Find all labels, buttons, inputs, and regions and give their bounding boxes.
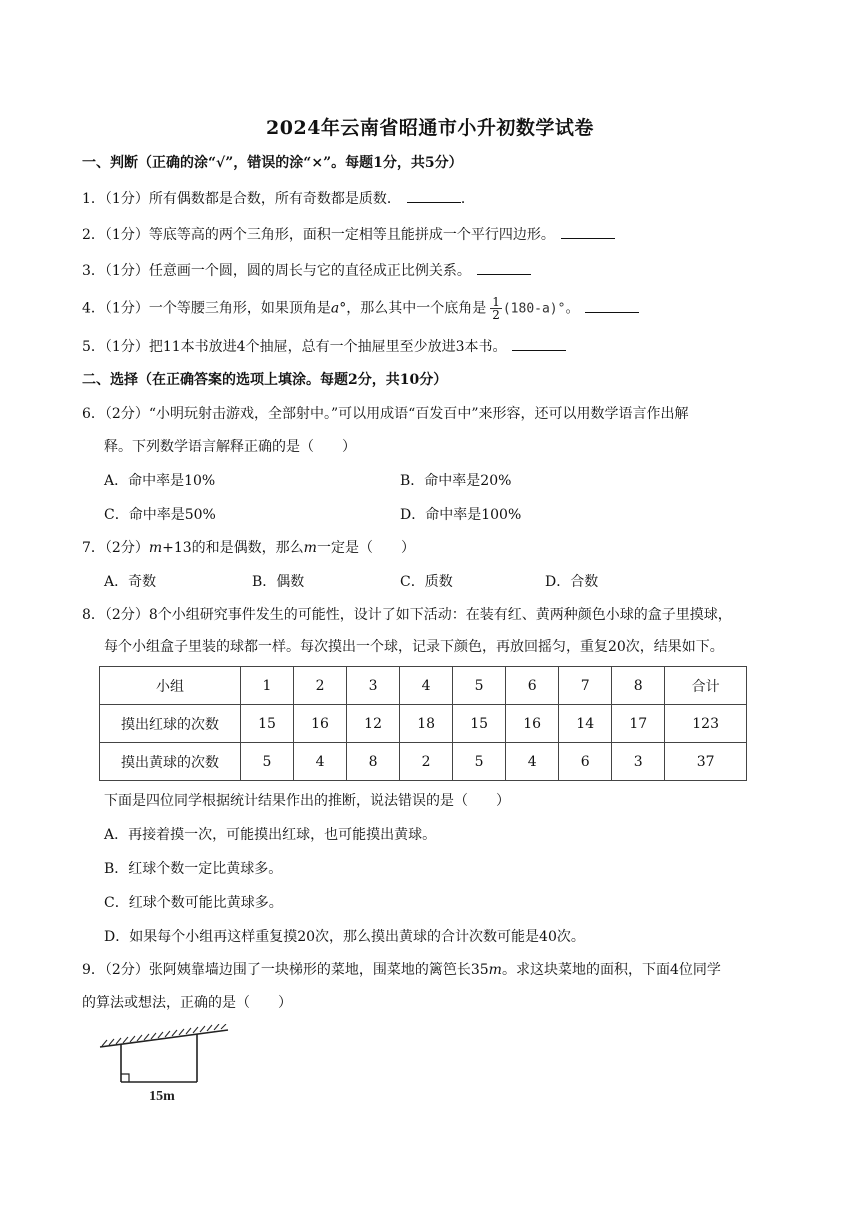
table-cell: 2 bbox=[294, 667, 347, 705]
wall-hatching bbox=[102, 1024, 226, 1046]
question-score: （2分） bbox=[104, 406, 149, 422]
question-text: 把11本书放进4个抽屉，总有一个抽屉里至少放进3本书。 bbox=[148, 339, 507, 355]
question-score: （2分） bbox=[104, 607, 149, 623]
table-cell: 123 bbox=[665, 705, 747, 743]
table-cell: 8 bbox=[347, 743, 400, 781]
table-cell: 1 bbox=[241, 667, 294, 705]
question-number: 2． bbox=[82, 227, 105, 243]
table-cell: 4 bbox=[400, 667, 453, 705]
table-cell: 4 bbox=[506, 743, 559, 781]
question-number: 7． bbox=[82, 540, 105, 556]
question-7 bbox=[82, 538, 415, 558]
answer-blank[interactable] bbox=[407, 188, 461, 203]
answer-blank[interactable] bbox=[561, 224, 615, 239]
table-cell: 5 bbox=[241, 743, 294, 781]
table-cell: 摸出红球的次数 bbox=[100, 705, 241, 743]
section-heading-judgement: 一、判断（正确的涂“√”，错误的涂“×”。每题1分，共5分） bbox=[82, 155, 463, 171]
table-cell: 摸出黄球的次数 bbox=[100, 743, 241, 781]
question-score: （1分） bbox=[104, 263, 149, 279]
table-cell: 14 bbox=[559, 705, 612, 743]
option-d[interactable]: D．如果每个小组再这样重复摸20次，那么摸出黄球的合计次数可能是40次。 bbox=[104, 929, 585, 945]
question-5 bbox=[82, 336, 566, 357]
question-8-line-2: 每个小组盒子里装的球都一样。每次摸出一个球，记录下颜色，再放回摇匀，重复20次，结果如下。 bbox=[104, 639, 724, 655]
question-text: 。求这块菜地的面积，下面4位同学 bbox=[501, 962, 721, 978]
question-number: 1． bbox=[82, 191, 105, 207]
question-text: 张阿姨靠墙边围了一块梯形的菜地，围菜地的篱笆长35 bbox=[148, 962, 489, 978]
answer-blank[interactable] bbox=[477, 260, 531, 275]
question-6 bbox=[82, 404, 688, 424]
option-a[interactable]: A．再接着摸一次，可能摸出红球，也可能摸出黄球。 bbox=[104, 827, 437, 843]
question-2 bbox=[82, 224, 615, 245]
question-text: 任意画一个圆，圆的周长与它的直径成正比例关系。 bbox=[148, 263, 471, 279]
table-cell: 16 bbox=[294, 705, 347, 743]
table-cell: 7 bbox=[559, 667, 612, 705]
question-8 bbox=[82, 605, 732, 625]
question-6-line-2: 释。下列数学语言解释正确的是（ ） bbox=[104, 439, 356, 455]
option-a[interactable]: A．奇数 bbox=[104, 574, 157, 590]
question-text: 等底等高的两个三角形，面积一定相等且能拼成一个平行四边形。 bbox=[148, 227, 555, 243]
table-cell: 18 bbox=[400, 705, 453, 743]
table-row bbox=[100, 743, 747, 781]
question-text: 8个小组研究事件发生的可能性，设计了如下活动：在装有红、黄两种颜色小球的盒子里摸球， bbox=[148, 607, 732, 623]
unit-m: m bbox=[488, 962, 502, 978]
question-end: ． bbox=[460, 191, 475, 207]
question-score: （1分） bbox=[104, 227, 149, 243]
option-d[interactable]: D．命中率是100% bbox=[400, 507, 522, 523]
answer-blank[interactable] bbox=[512, 336, 566, 351]
option-d[interactable]: D．合数 bbox=[545, 574, 599, 590]
table-cell: 5 bbox=[453, 667, 506, 705]
fraction-numerator: 1 bbox=[492, 295, 500, 309]
wall-line bbox=[100, 1030, 228, 1047]
table-cell: 6 bbox=[559, 743, 612, 781]
option-a[interactable]: A．命中率是10% bbox=[104, 473, 216, 489]
table-cell: 8 bbox=[612, 667, 665, 705]
question-text: 一个等腰三角形，如果顶角是 bbox=[148, 300, 331, 317]
table-cell: 17 bbox=[612, 705, 665, 743]
table-row bbox=[100, 705, 747, 743]
question-number: 9． bbox=[82, 962, 105, 978]
table-cell: 15 bbox=[241, 705, 294, 743]
option-b[interactable]: B．命中率是20% bbox=[400, 473, 512, 489]
question-score: （1分） bbox=[104, 191, 149, 207]
question-score: （2分） bbox=[104, 962, 149, 978]
right-angle-marker bbox=[121, 1074, 129, 1082]
fraction-one-half bbox=[490, 296, 502, 321]
exam-title: 2024年云南省昭通市小升初数学试卷 bbox=[266, 117, 594, 139]
question-text: “小明玩射击游戏，全部射中。”可以用成语“百发百中”来形容，还可以用数学语言作出解 bbox=[148, 406, 689, 422]
table-cell: 2 bbox=[400, 743, 453, 781]
table-cell: 16 bbox=[506, 705, 559, 743]
question-number: 8． bbox=[82, 607, 105, 623]
trapezoid-diagram bbox=[98, 1024, 234, 1104]
section-heading-choice: 二、选择（在正确答案的选项上填涂。每题2分，共10分） bbox=[82, 372, 448, 388]
question-text: 所有偶数都是合数，所有奇数都是质数． bbox=[148, 191, 401, 207]
question-9-line-2: 的算法或想法，正确的是（ ） bbox=[82, 995, 292, 1011]
table-cell: 合计 bbox=[665, 667, 747, 705]
question-text: °，那么其中一个底角是 bbox=[339, 300, 487, 317]
option-c[interactable]: C．命中率是50% bbox=[104, 507, 216, 523]
table-cell: 6 bbox=[506, 667, 559, 705]
question-4 bbox=[82, 296, 639, 321]
question-text: 一定是（ ） bbox=[316, 540, 415, 556]
table-cell: 3 bbox=[612, 743, 665, 781]
question-score: （2分） bbox=[104, 540, 149, 556]
table-cell: 小组 bbox=[100, 667, 241, 705]
table-cell: 3 bbox=[347, 667, 400, 705]
answer-blank[interactable] bbox=[585, 298, 639, 313]
variable-m: m bbox=[148, 540, 163, 556]
question-9 bbox=[82, 960, 721, 980]
table-cell: 4 bbox=[294, 743, 347, 781]
table-header-row bbox=[100, 667, 747, 705]
table-cell: 15 bbox=[453, 705, 506, 743]
question-number: 4． bbox=[82, 300, 105, 317]
math-expression: (180-a)° bbox=[502, 301, 566, 317]
trapezoid-garden-figure bbox=[98, 1024, 234, 1108]
table-cell: 5 bbox=[453, 743, 506, 781]
results-table bbox=[99, 666, 747, 781]
question-score: （1分） bbox=[104, 339, 149, 355]
question-end: 。 bbox=[565, 300, 580, 317]
question-8-after-table: 下面是四位同学根据统计结果作出的推断，说法错误的是（ ） bbox=[104, 793, 510, 809]
question-score: （1分） bbox=[104, 300, 149, 317]
option-b[interactable]: B．红球个数一定比黄球多。 bbox=[104, 861, 283, 877]
bottom-length-label: 15m bbox=[149, 1089, 175, 1104]
question-number: 3． bbox=[82, 263, 105, 279]
question-3 bbox=[82, 260, 531, 281]
variable-m: m bbox=[303, 540, 317, 556]
table-cell: 37 bbox=[665, 743, 747, 781]
question-number: 5． bbox=[82, 339, 105, 355]
question-number: 6． bbox=[82, 406, 105, 422]
variable-a: a bbox=[330, 300, 340, 317]
option-b[interactable]: B．偶数 bbox=[252, 574, 305, 590]
question-text: +13的和是偶数，那么 bbox=[162, 540, 304, 556]
fraction-denominator: 2 bbox=[492, 308, 500, 322]
option-c[interactable]: C．红球个数可能比黄球多。 bbox=[104, 895, 283, 911]
question-1 bbox=[82, 188, 475, 209]
option-c[interactable]: C．质数 bbox=[400, 574, 453, 590]
table-cell: 12 bbox=[347, 705, 400, 743]
